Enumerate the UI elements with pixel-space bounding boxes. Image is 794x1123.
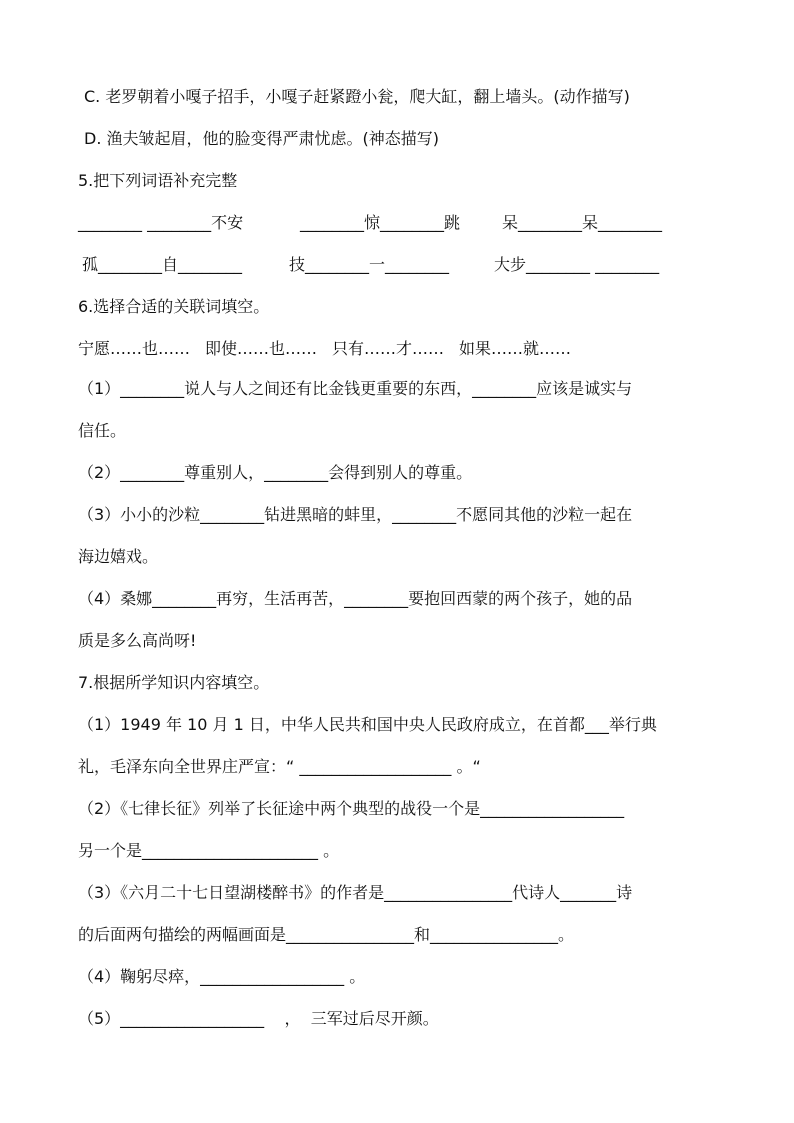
q7-item-3-cont: 的后面两句描绘的两幅画面是________________和________________。 <box>78 925 575 944</box>
q6-sentence-3-cont: 海边嬉戏。 <box>78 547 159 566</box>
q5-title: 5.把下列词语补充完整 <box>78 171 238 190</box>
q4-option-d: D. 渔夫皱起眉，他的脸变得严肃忧虑。(神态描写) <box>84 129 439 148</box>
q6-title: 6.选择合适的关联词填空。 <box>78 297 270 316</box>
q5-row1-item2: ________惊________跳 <box>300 213 461 232</box>
q7-item-1-cont: 礼，毛泽东向全世界庄严宣：“ ___________________ 。“ <box>78 757 481 776</box>
q5-row2-item1: 孤________自________ <box>82 255 243 274</box>
q6-option-4: 如果……就…… <box>459 339 572 358</box>
q5-row1-item1: ________ ________不安 <box>78 213 244 232</box>
q7-item-4: （4）鞠躬尽瘁，__________________ 。 <box>78 967 366 986</box>
q7-item-5: （5）__________________ ， 三军过后尽开颜。 <box>78 1009 439 1028</box>
q5-row2-item3: 大步________ ________ <box>494 255 660 274</box>
q7-item-1: （1）1949 年 10 月 1 日，中华人民共和国中央人民政府成立，在首都___举行典 <box>78 715 657 734</box>
q6-sentence-2: （2）________尊重别人，________会得到别人的尊重。 <box>78 463 473 482</box>
q5-row2-item2: 技________一________ <box>289 255 450 274</box>
q6-option-2: 即使……也…… <box>205 339 318 358</box>
q6-sentence-1-cont: 信任。 <box>78 421 127 440</box>
q6-sentence-3: （3）小小的沙粒________钻进黑暗的蚌里，________不愿同其他的沙粒一起在 <box>78 505 633 524</box>
q7-item-2-cont: 另一个是______________________ 。 <box>78 841 340 860</box>
q5-row1-item3: 呆________呆________ <box>502 213 663 232</box>
q7-item-2: （2）《七律长征》列举了长征途中两个典型的战役一个是__________________ <box>78 799 625 818</box>
q7-item-3: （3）《六月二十七日望湖楼醉书》的作者是________________代诗人_______诗 <box>78 883 633 902</box>
q7-title: 7.根据所学知识内容填空。 <box>78 673 270 692</box>
q6-option-3: 只有……才…… <box>332 339 445 358</box>
q6-sentence-4: （4）桑娜________再穷，生活再苦，________要抱回西蒙的两个孩子，她的品 <box>78 589 633 608</box>
q6-sentence-4-cont: 质是多么高尚呀! <box>78 631 197 650</box>
q6-option-1: 宁愿……也…… <box>78 339 191 358</box>
q4-option-c: C. 老罗朝着小嘎子招手，小嘎子赶紧蹬小瓮，爬大缸，翻上墙头。(动作描写) <box>84 87 630 106</box>
q6-sentence-1: （1）________说人与人之间还有比金钱更重要的东西，________应该是诚实与 <box>78 379 633 398</box>
